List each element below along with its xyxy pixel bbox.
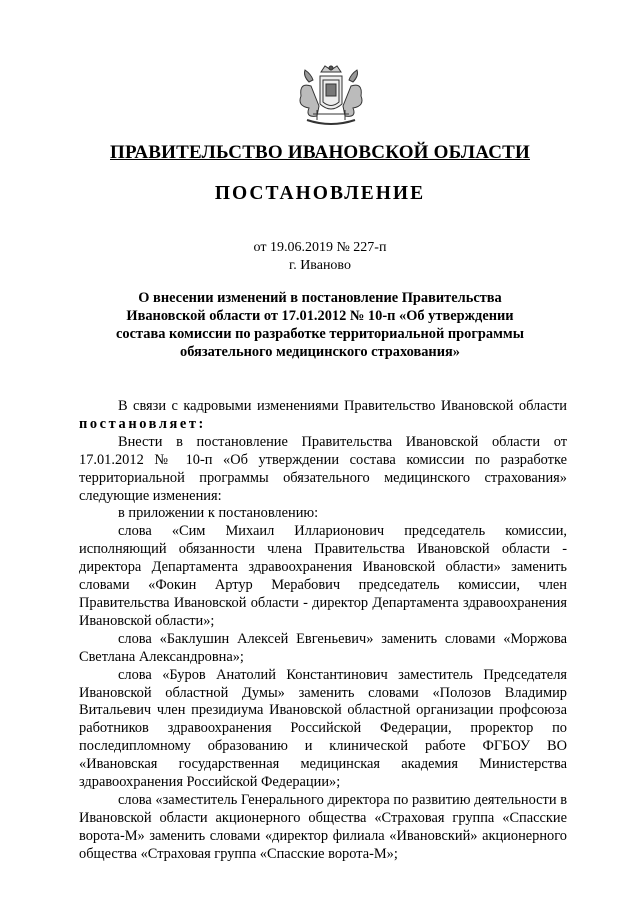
intro-text: В связи с кадровыми изменениями Правительство Ивановской области (118, 398, 567, 414)
document-title: О внесении изменений в постановление Правительства Ивановской области от 17.01.2012 № 10-п «Об утверждении состава комиссии по разработке территориальной программы обязательного медицинского страхования» (116, 290, 524, 360)
coat-of-arms-icon (293, 62, 369, 128)
paragraph: в приложении к постановлению: (118, 505, 319, 522)
paragraph: слова «Баклушин Алексей Евгеньевич» заменить словами «Моржова Светлана Александровна»; (79, 630, 567, 665)
organization-title: ПРАВИТЕЛЬСТВО ИВАНОВСКОЙ ОБЛАСТИ (110, 142, 530, 163)
document-body (79, 398, 567, 864)
document-type: ПОСТАНОВЛЕНИЕ (214, 183, 426, 204)
paragraph: слова «Буров Анатолий Константинович заместитель Председателя Ивановской областной Думы» заменить словами «Полозов Владимир Витальевич член президиума Ивановской областной организации профсоюза работников здравоохранения Российской Федерации, проректор по последипломному образованию и клинической работе ФГБОУ ВО «Ивановская государственная медицинская академия Министерства здравоохранения Российской Федерации»; (79, 666, 567, 791)
paragraph: Внести в постановление Правительства Ивановской области от 17.01.2012 № 10-п «Об утверждении состава комиссии по разработке территориальной программы обязательного медицинского страхования» следующие изменения: (79, 433, 567, 504)
paragraph: слова «заместитель Генерального директора по развитию деятельности в Ивановской области акционерного общества «Страховая группа «Спасские ворота-М» заменить словами «директор филиала «Ивановский» акционерного общества «Страховая группа «Спасские ворота-М»; (79, 791, 567, 862)
city: г. Иваново (289, 258, 351, 273)
paragraph-intro (79, 398, 567, 434)
paragraph: слова «Сим Михаил Илларионович председатель комиссии, исполняющий обязанности члена Правительства Ивановской области - директора Департамента здравоохранения Ивановской области» заменить словами «Фокин Артур Мерабович председатель комиссии, член Правительства Ивановской области - директор Департамента здравоохранения Ивановской области»; (79, 523, 567, 629)
resolves-word: постановляет: (79, 415, 206, 432)
date-number: от 19.06.2019 № 227-п (253, 240, 387, 255)
